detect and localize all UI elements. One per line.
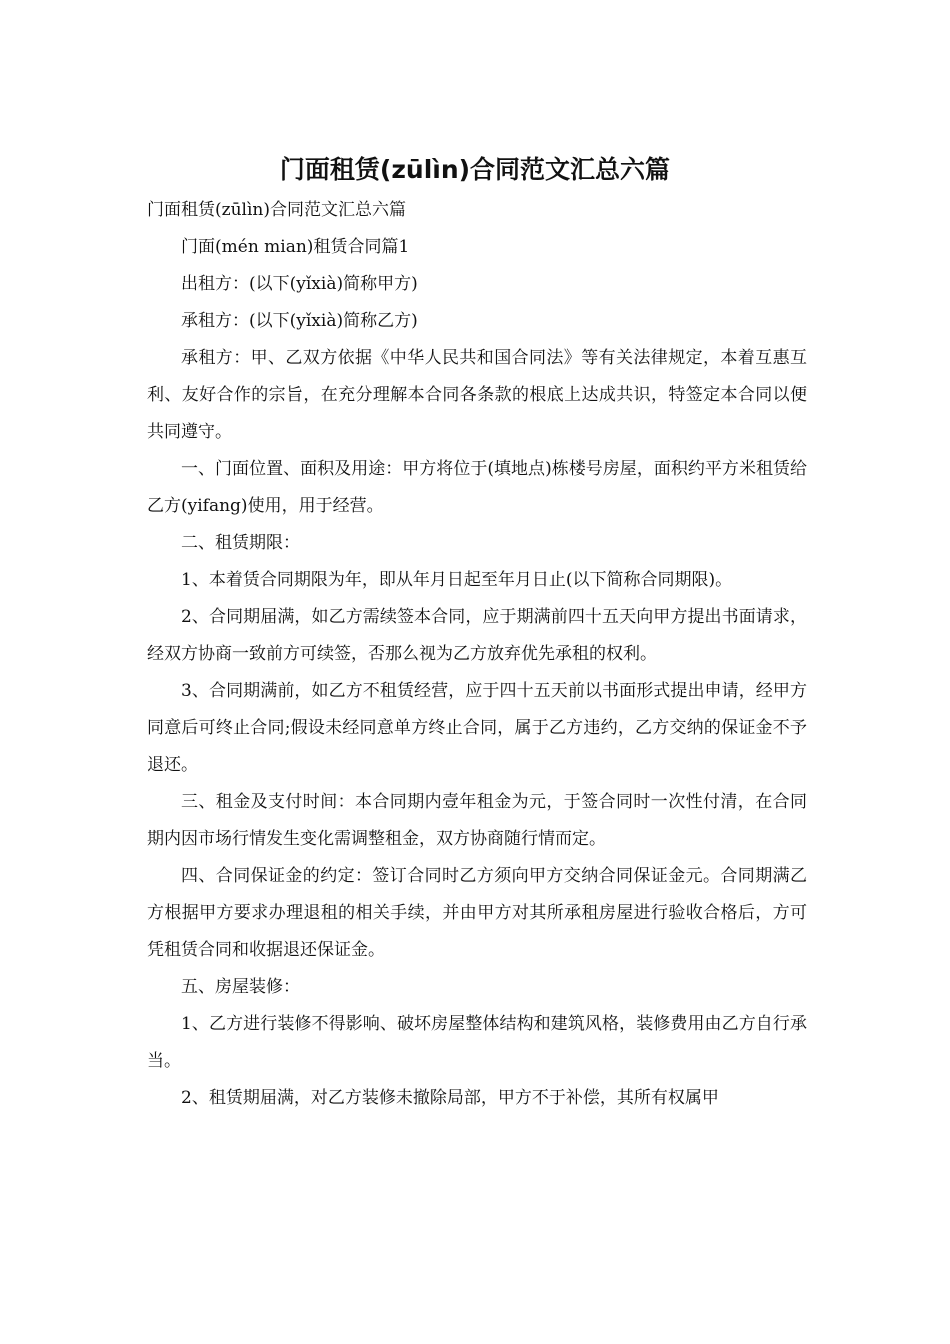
paragraph: 五、房屋装修： [181,977,300,997]
paragraph: 一、门面位置、面积及用途：甲方将位于(填地点)栋楼号房屋，面积约平方米租赁给乙方(yifang)使用，用于经营。 [147,459,807,516]
paragraph: 2、合同期届满，如乙方需续签本合同，应于期满前四十五天向甲方提出书面请求，经双方协商一致前方可续签，否那么视为乙方放弃优先承租的权利。 [147,607,807,664]
document-title: 门面租赁(zūlìn)合同范文汇总六篇 [279,155,671,184]
paragraph: 门面(mén mian)租赁合同篇1 [181,237,410,257]
document-body [147,192,807,1117]
paragraph: 2、租赁期届满，对乙方装修未撤除局部，甲方不于补偿，其所有权属甲 [181,1088,719,1108]
paragraph: 三、租金及支付时间：本合同期内壹年租金为元，于签合同时一次性付清，在合同期内因市场行情发生变化需调整租金，双方协商随行情而定。 [147,792,807,849]
paragraph: 门面租赁(zūlìn)合同范文汇总六篇 [147,200,406,220]
paragraph: 3、合同期满前，如乙方不租赁经营，应于四十五天前以书面形式提出申请，经甲方同意后可终止合同;假设未经同意单方终止合同，属于乙方违约，乙方交纳的保证金不予退还。 [147,681,807,775]
paragraph: 四、合同保证金的约定：签订合同时乙方须向甲方交纳合同保证金元。合同期满乙方根据甲方要求办理退租的相关手续，并由甲方对其所承租房屋进行验收合格后，方可凭租赁合同和收据退还保证金。 [147,866,807,960]
paragraph: 出租方：(以下(yǐxià)简称甲方) [181,274,418,294]
paragraph: 承租方：甲、乙双方依据《中华人民共和国合同法》等有关法律规定，本着互惠互利、友好合作的宗旨，在充分理解本合同各条款的根底上达成共识，特签定本合同以便共同遵守。 [147,348,807,442]
paragraph: 承租方：(以下(yǐxià)简称乙方) [181,311,418,331]
paragraph: 二、租赁期限： [181,533,300,553]
paragraph: 1、乙方进行装修不得影响、破坏房屋整体结构和建筑风格，装修费用由乙方自行承当。 [147,1014,807,1071]
paragraph: 1、本着赁合同期限为年，即从年月日起至年月日止(以下简称合同期限)。 [181,570,733,590]
